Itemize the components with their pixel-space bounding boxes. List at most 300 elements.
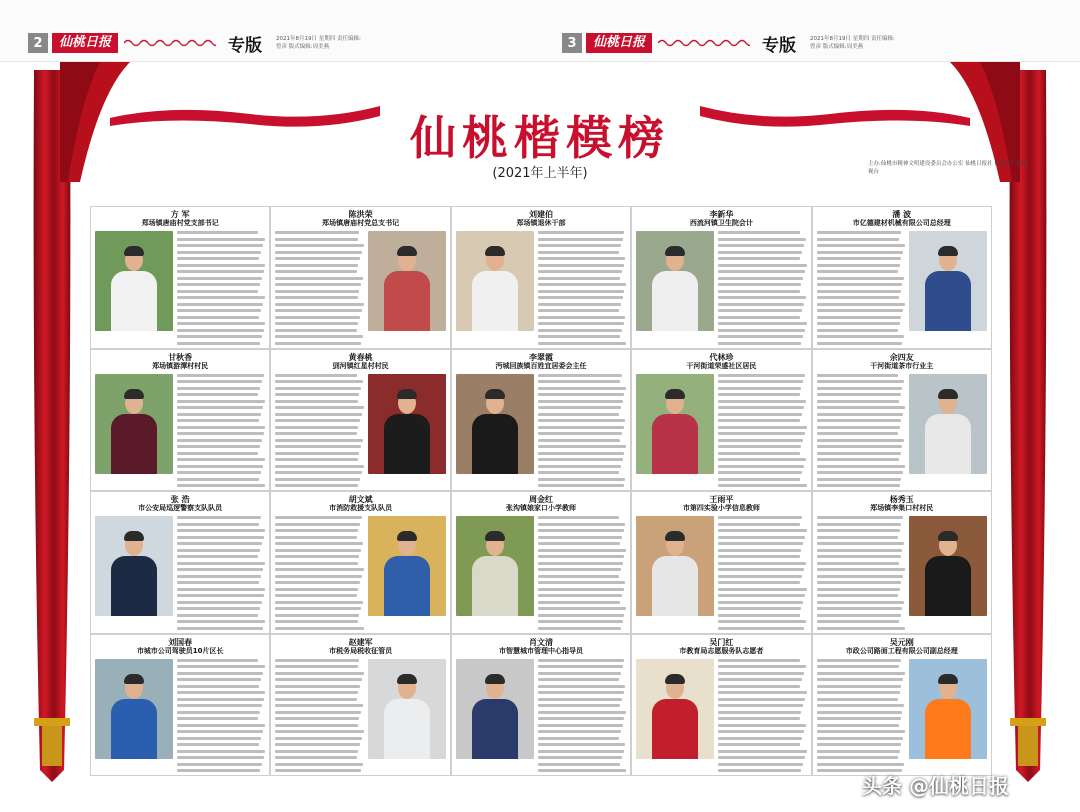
article-text-line — [177, 309, 261, 312]
photo-figure — [472, 271, 518, 331]
card-body — [636, 374, 806, 491]
article-text-line — [817, 419, 902, 422]
article-text-line — [817, 678, 904, 681]
article-text-line — [538, 691, 624, 694]
article-text-line — [177, 685, 259, 688]
article-text-line — [817, 685, 902, 688]
article-text-line — [275, 743, 360, 746]
article-text-line — [177, 568, 263, 571]
article-text-line — [538, 575, 619, 578]
page-subtitle: (2021年上半年) — [492, 166, 588, 181]
article-text-line — [817, 257, 902, 260]
honoree-name: 黄春桃 — [348, 352, 373, 362]
honoree-card — [271, 350, 449, 491]
article-text-line — [275, 588, 358, 591]
article-text-line — [275, 665, 357, 668]
honoree-role: 市智慧城市管理中心指导员 — [498, 646, 583, 655]
article-text-line — [275, 322, 358, 325]
source-watermark: 头条 @仙桃日报 — [862, 774, 1009, 798]
article-text-line — [538, 614, 625, 617]
photo-hair — [397, 674, 417, 684]
article-text-line — [275, 342, 361, 345]
honoree-card — [452, 635, 630, 776]
article-text-line — [177, 594, 264, 597]
honoree-grid — [90, 206, 992, 776]
honoree-name: 陈洪荣 — [348, 210, 373, 219]
article-text-line — [538, 316, 626, 319]
article-text-line — [275, 549, 361, 552]
article-text-line — [275, 750, 358, 753]
honoree-role: 沔城回族镇百姓宜居委会主任 — [495, 361, 587, 370]
article-text-line — [817, 335, 905, 338]
honoree-card — [91, 350, 269, 491]
article-text-line — [817, 303, 905, 306]
article-text-line — [177, 711, 260, 714]
honoree-photo — [95, 374, 173, 474]
card-body — [275, 231, 445, 348]
article-text-line — [817, 439, 905, 442]
article-text-line — [718, 659, 799, 662]
article-text-line — [538, 238, 623, 241]
article-text-line — [538, 419, 626, 422]
article-text-line — [275, 471, 362, 474]
article-text-line — [275, 238, 357, 241]
article-text-line — [718, 406, 804, 409]
honoree-card — [452, 492, 630, 633]
article-text-line — [275, 607, 361, 610]
article-text-line — [177, 406, 263, 409]
honoree-card — [632, 207, 810, 348]
article-text-line — [718, 665, 806, 668]
article-text-line — [538, 743, 626, 746]
honoree-photo — [909, 231, 987, 331]
article-text-line — [718, 581, 800, 584]
article-text-line — [275, 400, 357, 403]
card-body — [275, 516, 445, 633]
article-text-line — [177, 627, 263, 630]
honoree-card — [632, 635, 810, 776]
article-text-line — [177, 471, 261, 474]
article-text-line — [275, 659, 359, 662]
honoree-role: 市亿德建材机械有限公司总经理 — [852, 219, 951, 227]
article-text-line — [275, 523, 360, 526]
article-text-line — [718, 594, 805, 597]
article-text-line — [817, 264, 900, 267]
article-text-line — [275, 452, 359, 455]
article-text-line — [817, 290, 901, 293]
honoree-role: 市教育局志愿服务队志愿者 — [679, 646, 764, 655]
article-text-line — [275, 763, 363, 766]
article-text-line — [718, 374, 805, 377]
article-text-line — [275, 393, 359, 396]
article-text-line — [538, 400, 623, 403]
issue-meta: 2021年8月19日 星期四 责任编辑:曾彦 版式编辑:周美燕 — [810, 36, 895, 50]
article-text-line — [817, 743, 902, 746]
article-text-line — [817, 555, 901, 558]
article-text-line — [817, 393, 901, 396]
honoree-card — [632, 492, 810, 633]
photo-hair — [485, 246, 505, 256]
honoree-name: 余四友 — [889, 352, 914, 362]
article-text-line — [718, 387, 801, 390]
article-text-line — [275, 231, 359, 234]
article-text-line — [538, 516, 619, 519]
article-text-line — [177, 763, 262, 766]
article-text-line — [177, 465, 263, 468]
honoree-photo — [368, 231, 446, 331]
article-text-line — [817, 296, 899, 299]
article-text-line — [177, 290, 258, 293]
article-text-line — [177, 426, 265, 429]
article-text-line — [718, 575, 802, 578]
article-text-line — [275, 601, 363, 604]
article-text-line — [538, 698, 622, 701]
article-text-line — [275, 374, 356, 377]
article-text-line — [817, 562, 899, 565]
article-text-line — [817, 445, 903, 448]
article-text-line — [275, 730, 363, 733]
article-text-line — [275, 672, 363, 675]
article-text-line — [718, 536, 805, 539]
article-text-line — [718, 620, 806, 623]
left-page-header — [28, 32, 366, 54]
article-text-line — [718, 244, 804, 247]
honoree-card — [452, 207, 630, 348]
article-text-line — [177, 665, 265, 668]
photo-figure — [111, 556, 157, 616]
article-text-line — [177, 769, 260, 772]
article-text-line — [817, 277, 905, 280]
article-text-line — [718, 516, 802, 519]
article-text — [275, 231, 363, 348]
article-text-line — [177, 452, 258, 455]
article-text-line — [817, 452, 901, 455]
article-text-line — [177, 542, 262, 545]
article-text-line — [718, 471, 802, 474]
article-text-line — [718, 730, 804, 733]
honoree-name: 刘国春 — [168, 637, 193, 647]
honoree-photo — [456, 374, 534, 474]
article-text-line — [538, 303, 621, 306]
honoree-role: 郑场镇唐庙村党支部书记 — [141, 219, 219, 227]
article-text-line — [817, 400, 899, 403]
article-text-line — [538, 620, 623, 623]
article-text-line — [718, 685, 800, 688]
honoree-name: 张 浩 — [170, 495, 190, 504]
article-text — [177, 659, 265, 776]
photo-figure — [652, 271, 698, 331]
article-text-line — [275, 257, 360, 260]
article-text-line — [177, 251, 261, 254]
article-text-line — [275, 627, 363, 630]
article-text-line — [275, 413, 362, 416]
photo-figure — [111, 699, 157, 759]
honoree-card — [91, 207, 269, 348]
article-text-line — [538, 439, 620, 442]
article-text-line — [275, 536, 356, 539]
section-label: 专版 — [762, 35, 797, 56]
article-text-line — [718, 270, 805, 273]
article-text-line — [718, 627, 804, 630]
article-text-line — [177, 614, 258, 617]
wave-ornament-icon — [124, 38, 216, 48]
article-text-line — [275, 380, 363, 383]
honoree-role: 市政公司路面工程有限公司副总经理 — [845, 646, 958, 655]
article-text-line — [275, 251, 362, 254]
article-text-line — [538, 277, 620, 280]
issue-meta: 2021年8月19日 星期四 责任编辑:曾彦 版式编辑:周美燕 — [276, 36, 361, 50]
article-text-line — [538, 283, 626, 286]
article-text-line — [718, 523, 800, 526]
article-text-line — [718, 678, 802, 681]
photo-figure — [652, 699, 698, 759]
article-text-line — [817, 730, 905, 733]
honoree-role: 西流河镇卫生院会计 — [689, 219, 753, 227]
article-text-line — [538, 244, 621, 247]
article-text-line — [177, 575, 261, 578]
honoree-role: 郑场镇李集口村村民 — [870, 504, 934, 512]
article-text-line — [177, 478, 259, 481]
page-header-bar — [0, 0, 1080, 62]
article-text-line — [177, 400, 265, 403]
honoree-photo — [95, 231, 173, 331]
article-text-line — [177, 439, 262, 442]
article-text-line — [538, 445, 626, 448]
photo-hair — [485, 389, 505, 399]
photo-hair — [124, 531, 144, 541]
section-label: 专版 — [228, 35, 263, 56]
article-text-line — [275, 711, 361, 714]
article-text-line — [718, 380, 803, 383]
article-text-line — [275, 335, 363, 338]
article-text-line — [817, 413, 904, 416]
article-text-line — [817, 756, 898, 759]
article-text-line — [538, 704, 620, 707]
article-text-line — [718, 672, 804, 675]
article-text-line — [817, 601, 905, 604]
article-text-line — [275, 678, 362, 681]
card-body — [456, 516, 626, 633]
article-text-line — [817, 763, 905, 766]
photo-hair — [397, 389, 417, 399]
article-text — [275, 516, 363, 633]
article-text-line — [177, 743, 259, 746]
article-text-line — [538, 581, 626, 584]
article-text-line — [177, 458, 265, 461]
article-text — [177, 516, 265, 633]
article-text-line — [817, 244, 905, 247]
article-text-line — [275, 283, 361, 286]
article-text-line — [718, 316, 800, 319]
article-text-line — [718, 452, 799, 455]
article-text-line — [817, 471, 904, 474]
article-text-line — [177, 244, 263, 247]
article-text-line — [177, 750, 265, 753]
organizer-credits: 主办:仙桃市精神文明建设委员会办公室 仙桃日报社 仙桃市广播电视台 — [868, 161, 1028, 175]
page-number: 2 — [28, 33, 48, 53]
article-text-line — [718, 322, 806, 325]
article-text-line — [538, 555, 625, 558]
article-text-line — [275, 698, 356, 701]
article-text-line — [538, 665, 623, 668]
article-text-line — [275, 309, 362, 312]
article-text-line — [817, 374, 898, 377]
article-text-line — [275, 542, 363, 545]
article-text-line — [718, 542, 803, 545]
article-text-line — [177, 374, 264, 377]
article-text-line — [177, 393, 258, 396]
article-text-line — [275, 724, 357, 727]
article-text-line — [817, 529, 900, 532]
article-text-line — [177, 691, 265, 694]
photo-figure — [111, 414, 157, 474]
article-text-line — [177, 516, 261, 519]
article-text-line — [817, 322, 900, 325]
honoree-card — [813, 492, 991, 633]
article-text-line — [275, 270, 356, 273]
photo-hair — [665, 389, 685, 399]
photo-hair — [124, 389, 144, 399]
article-text-line — [718, 296, 806, 299]
article-text-line — [718, 568, 804, 571]
article-text-line — [177, 296, 265, 299]
article-text-line — [718, 484, 806, 487]
card-body — [95, 231, 265, 348]
article-text-line — [275, 555, 359, 558]
article-text-line — [817, 406, 905, 409]
honoree-name: 方 军 — [170, 210, 190, 219]
article-text-line — [718, 724, 806, 727]
article-text-line — [538, 672, 621, 675]
article-text-line — [538, 523, 626, 526]
article-text-line — [177, 620, 265, 623]
honoree-card — [271, 207, 449, 348]
article-text-line — [817, 465, 905, 468]
card-body — [636, 516, 806, 633]
article-text — [718, 659, 806, 776]
photo-figure — [472, 556, 518, 616]
article-text-line — [817, 231, 901, 234]
article-text-line — [538, 607, 626, 610]
article-text-line — [275, 685, 360, 688]
photo-figure — [111, 271, 157, 331]
honoree-card — [813, 207, 991, 348]
article-text-line — [275, 303, 363, 306]
article-text-line — [718, 743, 800, 746]
article-text-line — [177, 277, 262, 280]
article-text-line — [177, 432, 264, 435]
article-text-line — [538, 549, 626, 552]
article-text-line — [177, 588, 265, 591]
card-body — [456, 231, 626, 348]
article-text-line — [718, 588, 806, 591]
photo-figure — [925, 271, 971, 331]
article-text-line — [817, 283, 903, 286]
article-text-line — [817, 711, 903, 714]
honoree-photo — [95, 659, 173, 759]
article-text-line — [177, 601, 262, 604]
photo-hair — [485, 674, 505, 684]
article-text-line — [718, 607, 801, 610]
article-text-line — [718, 309, 802, 312]
article-text-line — [538, 562, 623, 565]
article-text-line — [275, 465, 363, 468]
photo-figure — [384, 271, 430, 331]
article-text-line — [538, 594, 622, 597]
article-text-line — [538, 465, 621, 468]
honoree-card — [813, 350, 991, 491]
honoree-name: 代林珍 — [709, 352, 734, 362]
article-text — [275, 659, 363, 776]
article-text-line — [275, 296, 357, 299]
article-text — [817, 374, 905, 491]
article-text-line — [718, 251, 802, 254]
photo-figure — [384, 699, 430, 759]
article-text — [817, 231, 905, 348]
article-text-line — [538, 452, 625, 455]
article-text-line — [538, 374, 622, 377]
article-text-line — [275, 478, 360, 481]
article-text-line — [275, 432, 356, 435]
article-text-line — [538, 601, 620, 604]
article-text-line — [177, 555, 258, 558]
honoree-name: 赵建军 — [348, 637, 373, 647]
article-text-line — [538, 588, 624, 591]
article-text-line — [538, 750, 624, 753]
article-text-line — [275, 445, 361, 448]
photo-figure — [472, 414, 518, 474]
article-text-line — [718, 763, 803, 766]
article-text-line — [538, 251, 619, 254]
article-text-line — [718, 756, 805, 759]
article-text-line — [817, 238, 899, 241]
article-text-line — [177, 581, 259, 584]
article-text-line — [177, 231, 258, 234]
article-text-line — [538, 257, 626, 260]
article-text-line — [275, 290, 359, 293]
honoree-name: 吴元刚 — [889, 637, 914, 647]
article-text-line — [177, 737, 261, 740]
article-text-line — [718, 400, 806, 403]
honoree-name: 刘建伯 — [528, 210, 553, 219]
card-body — [636, 659, 806, 776]
photo-hair — [124, 674, 144, 684]
card-body — [275, 659, 445, 776]
article-text-line — [817, 536, 898, 539]
article-text-line — [275, 737, 362, 740]
article-text — [817, 659, 905, 776]
card-body — [275, 374, 445, 491]
article-text-line — [718, 614, 799, 617]
article-text-line — [817, 426, 900, 429]
honoree-role: 干河街道茶市行业主 — [870, 361, 934, 370]
honoree-photo — [456, 516, 534, 616]
card-body — [95, 516, 265, 633]
article-text-line — [538, 763, 620, 766]
honoree-photo — [909, 374, 987, 474]
honoree-photo — [909, 659, 987, 759]
honoree-role: 郑场镇退休干部 — [516, 219, 566, 227]
article-text-line — [538, 478, 626, 481]
article-text-line — [275, 614, 359, 617]
article-text-line — [817, 588, 900, 591]
photo-hair — [397, 246, 417, 256]
article-text-line — [177, 387, 260, 390]
article-text-line — [817, 380, 905, 383]
photo-hair — [397, 531, 417, 541]
article-text-line — [817, 717, 901, 720]
honoree-name: 李新华 — [709, 210, 734, 219]
